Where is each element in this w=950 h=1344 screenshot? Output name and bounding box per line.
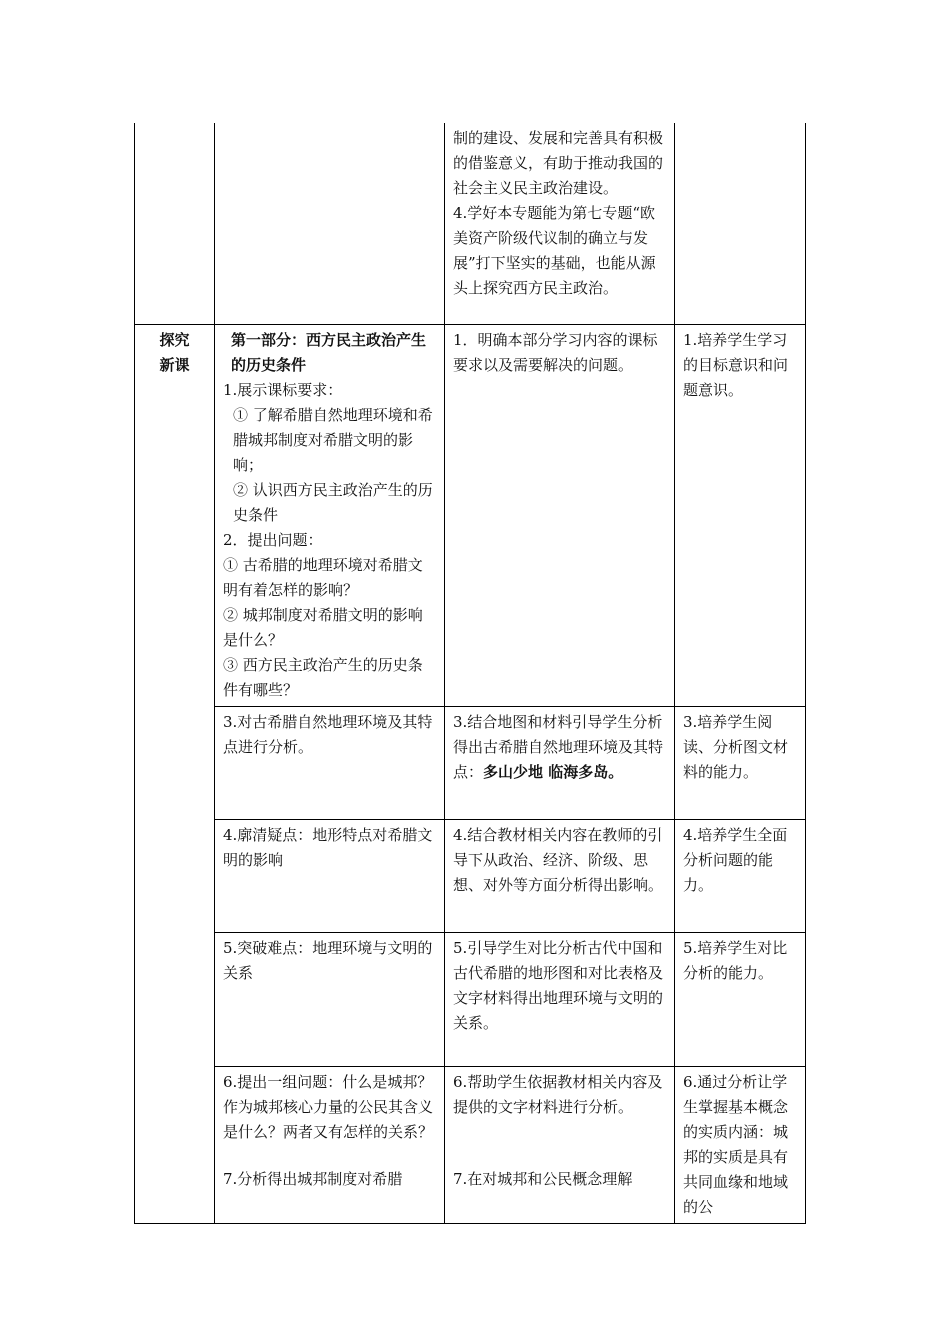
table-row (135, 819, 806, 932)
student-activity-cell (445, 1066, 675, 1223)
teacher-activity-cell (215, 819, 445, 932)
cell-text: 1.展示课标要求： (223, 380, 343, 399)
design-intent-cell (675, 706, 806, 819)
teacher-activity-cell (215, 1066, 445, 1223)
table-row (135, 324, 806, 706)
design-intent-cell (675, 1066, 806, 1223)
cell-text: 4.学好本专题能为第七专题“欧美资产阶级代议制的确立与发展”打下坚实的基础，也能从源头上探究西方民主政治。 (453, 204, 656, 297)
cell-text: 6.帮助学生依据教材相关内容及提供的文字材料进行分析。 (453, 1072, 663, 1116)
section-heading: 第一部分：西方民主政治产生的历史条件 (231, 330, 427, 374)
stage-label: 新课 (159, 355, 190, 374)
spacer (453, 1120, 667, 1167)
teacher-activity-cell (215, 932, 445, 1066)
stage-label-cell (135, 324, 215, 1223)
cell-text: 5.培养学生对比分析的能力。 (683, 938, 788, 982)
cell-text: 5.突破难点：地理环境与文明的关系 (223, 938, 433, 982)
cell-text: ② 城邦制度对希腊文明的影响是什么？ (223, 605, 423, 649)
table-row (135, 706, 806, 819)
table-row (135, 932, 806, 1066)
student-activity-cell (445, 324, 675, 706)
design-intent-cell (675, 123, 806, 324)
cell-text: 7.在对城邦和公民概念理解 (453, 1169, 633, 1188)
student-activity-cell (445, 123, 675, 324)
cell-text-bold: 多山少地 临海多岛。 (483, 762, 624, 781)
lesson-plan-table (134, 123, 806, 1224)
teacher-activity-cell (215, 123, 445, 324)
table-row (135, 1066, 806, 1223)
cell-text: 3.培养学生阅读、分析图文材料的能力。 (683, 712, 789, 781)
cell-text: ① 了解希腊自然地理环境和希腊城邦制度对希腊文明的影响； (233, 405, 433, 474)
cell-text: 2．提出问题： (223, 530, 323, 549)
cell-text: ① 古希腊的地理环境对希腊文明有着怎样的影响？ (223, 555, 423, 599)
cell-text: 5.引导学生对比分析古代中国和古代希腊的地形图和对比表格及文字材料得出地理环境与文明的关系。 (453, 938, 664, 1032)
teacher-activity-cell (215, 706, 445, 819)
spacer (223, 1145, 437, 1167)
student-activity-cell (445, 706, 675, 819)
stage-cell (135, 123, 215, 324)
design-intent-cell (675, 932, 806, 1066)
teacher-activity-cell (215, 324, 445, 706)
cell-text: 1.培养学生学习的目标意识和问题意识。 (683, 330, 789, 399)
cell-text: 3.对古希腊自然地理环境及其特点进行分析。 (223, 712, 433, 756)
design-intent-cell (675, 819, 806, 932)
cell-text: 6.通过分析让学生掌握基本概念的实质内涵：城邦的实质是具有共同血缘和地域的公 (683, 1072, 789, 1216)
stage-label: 探究 (159, 330, 190, 349)
cell-text: 4.廓清疑点：地形特点对希腊文明的影响 (223, 825, 433, 869)
cell-text: 4.结合教材相关内容在教师的引导下从政治、经济、阶级、思想、对外等方面分析得出影响。 (453, 825, 664, 894)
student-activity-cell (445, 932, 675, 1066)
cell-text: 7.分析得出城邦制度对希腊 (223, 1169, 403, 1188)
cell-text: 6.提出一组问题：什么是城邦？作为城邦核心力量的公民其含义是什么？两者又有怎样的关系？ (223, 1072, 434, 1141)
cell-text: 制的建设、发展和完善具有积极的借鉴意义，有助于推动我国的社会主义民主政治建设。 (453, 129, 664, 197)
cell-text: 1．明确本部分学习内容的课标要求以及需要解决的问题。 (453, 330, 658, 374)
table-row (135, 123, 806, 324)
cell-text: ② 认识西方民主政治产生的历史条件 (233, 480, 433, 524)
cell-text: 3.结合地图和材料引导学生分析得出古希腊自然地理环境及其特点： (453, 712, 664, 781)
cell-text: 4.培养学生全面分析问题的能力。 (683, 825, 788, 894)
student-activity-cell (445, 819, 675, 932)
design-intent-cell (675, 324, 806, 706)
cell-text: ③ 西方民主政治产生的历史条件有哪些？ (223, 655, 423, 699)
